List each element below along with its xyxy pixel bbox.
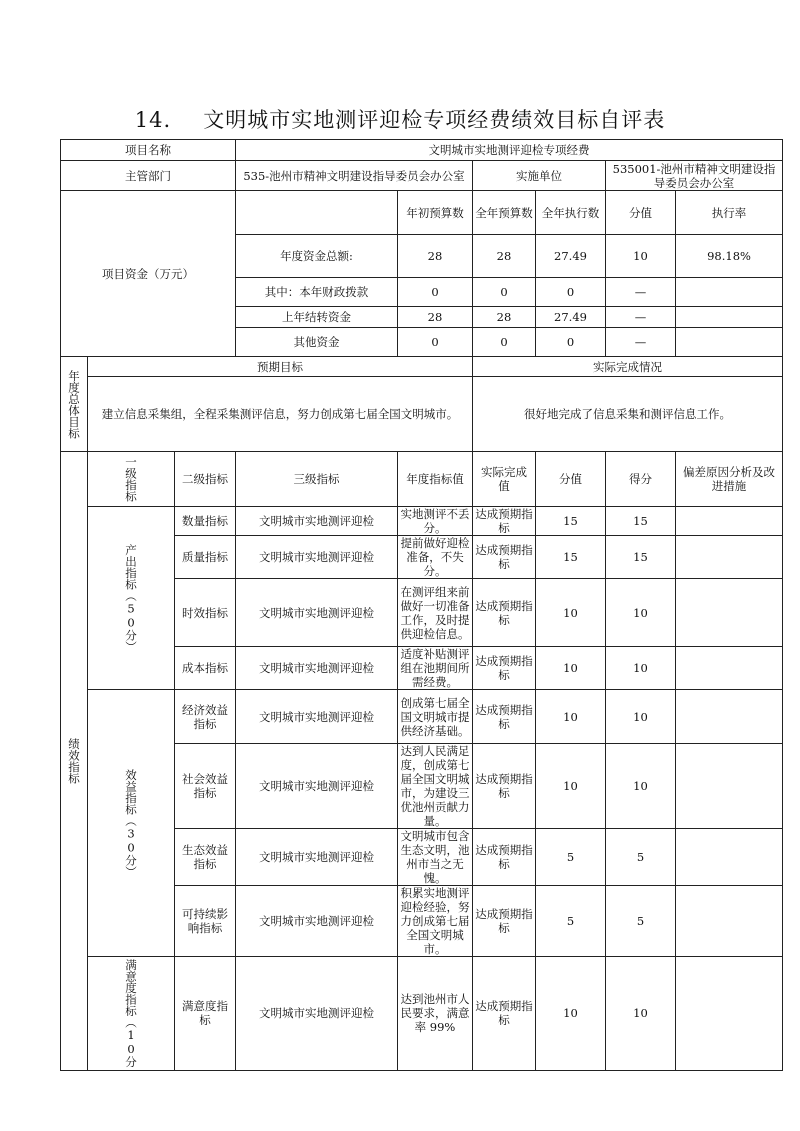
perf-score: 10 — [606, 744, 676, 829]
perf-target: 提前做好迎检准备，不失分。 — [398, 536, 473, 579]
perf-l2: 满意度指标 — [175, 957, 236, 1071]
funds-header-initial: 年初预算数 — [398, 191, 473, 235]
perf-l3: 文明城市实地测评迎检 — [236, 744, 398, 829]
funds-score-value: — — [606, 278, 676, 307]
perf-l3: 文明城市实地测评迎检 — [236, 886, 398, 957]
funds-row-label: 年度资金总额: — [236, 235, 398, 278]
perf-target: 创成第七届全国文明城市提供经济基础。 — [398, 690, 473, 744]
funds-header-rate: 执行率 — [676, 191, 783, 235]
funds-score-value: — — [606, 307, 676, 328]
perf-label: 绩效指标 — [61, 452, 88, 1071]
perf-score: 15 — [606, 536, 676, 579]
perf-group-benefit: 效益指标（30分） — [88, 690, 175, 957]
perf-score-value: 5 — [536, 829, 606, 886]
perf-actual: 达成预期指标 — [473, 647, 536, 690]
funds-annual: 0 — [473, 328, 536, 357]
project-name-label: 项目名称 — [61, 140, 236, 161]
perf-score-value: 5 — [536, 886, 606, 957]
perf-target: 实地测评不丢分。 — [398, 507, 473, 536]
overall-content-row — [61, 377, 783, 452]
perf-dev — [676, 744, 783, 829]
perf-actual: 达成预期指标 — [473, 536, 536, 579]
perf-l3: 文明城市实地测评迎检 — [236, 536, 398, 579]
self-evaluation-table — [60, 139, 783, 1071]
dept-label: 主管部门 — [61, 161, 236, 191]
perf-score: 10 — [606, 579, 676, 647]
page-title — [0, 104, 800, 134]
perf-group-satisfaction: 满意度指标（10分 — [88, 957, 175, 1071]
perf-score-value: 10 — [536, 957, 606, 1071]
perf-score-value: 10 — [536, 744, 606, 829]
perf-dev — [676, 957, 783, 1071]
funds-label: 项目资金（万元） — [61, 191, 236, 357]
perf-score: 5 — [606, 886, 676, 957]
funds-annual: 0 — [473, 278, 536, 307]
funds-initial: 28 — [398, 307, 473, 328]
perf-row — [61, 507, 783, 536]
project-name-row — [61, 140, 783, 161]
overall-label: 年度总体目标 — [61, 357, 88, 452]
perf-row — [61, 957, 783, 1071]
perf-score-value: 10 — [536, 690, 606, 744]
perf-l3: 文明城市实地测评迎检 — [236, 579, 398, 647]
perf-actual: 达成预期指标 — [473, 507, 536, 536]
perf-header-l1: 一级指标 — [88, 452, 175, 507]
actual-result: 很好地完成了信息采集和测评信息工作。 — [473, 377, 783, 452]
perf-l3: 文明城市实地测评迎检 — [236, 829, 398, 886]
perf-l2: 成本指标 — [175, 647, 236, 690]
perf-dev — [676, 579, 783, 647]
perf-l3: 文明城市实地测评迎检 — [236, 690, 398, 744]
perf-dev — [676, 829, 783, 886]
perf-header-score: 得分 — [606, 452, 676, 507]
perf-header-row — [61, 452, 783, 507]
perf-actual: 达成预期指标 — [473, 957, 536, 1071]
perf-l2: 可持续影响指标 — [175, 886, 236, 957]
expected-header: 预期目标 — [88, 357, 473, 377]
perf-header-target: 年度指标值 — [398, 452, 473, 507]
perf-group-output: 产出指标（50分） — [88, 507, 175, 690]
funds-score-value: — — [606, 328, 676, 357]
perf-actual: 达成预期指标 — [473, 886, 536, 957]
perf-row — [61, 690, 783, 744]
funds-header-exec: 全年执行数 — [536, 191, 606, 235]
funds-rate: 98.18% — [676, 235, 783, 278]
overall-header-row — [61, 357, 783, 377]
perf-score: 15 — [606, 507, 676, 536]
perf-l2: 时效指标 — [175, 579, 236, 647]
impl-value: 535001-池州市精神文明建设指导委员会办公室 — [606, 161, 783, 191]
actual-header: 实际完成情况 — [473, 357, 783, 377]
perf-header-actual: 实际完成值 — [473, 452, 536, 507]
perf-actual: 达成预期指标 — [473, 690, 536, 744]
perf-score: 5 — [606, 829, 676, 886]
perf-score: 10 — [606, 957, 676, 1071]
funds-header-blank — [236, 191, 398, 235]
funds-score-value: 10 — [606, 235, 676, 278]
funds-initial: 0 — [398, 278, 473, 307]
perf-score: 10 — [606, 647, 676, 690]
title-text: 文明城市实地测评迎检专项经费绩效目标自评表 — [203, 108, 666, 132]
perf-header-score-value: 分值 — [536, 452, 606, 507]
funds-header-score-value: 分值 — [606, 191, 676, 235]
perf-l2: 经济效益指标 — [175, 690, 236, 744]
funds-annual: 28 — [473, 235, 536, 278]
perf-target: 达到人民满足度，创成第七届全国文明城市，为建设三优池州贡献力量。 — [398, 744, 473, 829]
perf-dev — [676, 886, 783, 957]
perf-l3: 文明城市实地测评迎检 — [236, 507, 398, 536]
perf-header-l2: 二级指标 — [175, 452, 236, 507]
funds-exec: 0 — [536, 278, 606, 307]
funds-row-label: 其中：本年财政拨款 — [236, 278, 398, 307]
funds-header-row — [61, 191, 783, 235]
perf-l2: 社会效益指标 — [175, 744, 236, 829]
funds-initial: 28 — [398, 235, 473, 278]
funds-initial: 0 — [398, 328, 473, 357]
funds-row-label: 其他资金 — [236, 328, 398, 357]
perf-dev — [676, 507, 783, 536]
project-name-value: 文明城市实地测评迎检专项经费 — [236, 140, 783, 161]
funds-rate — [676, 278, 783, 307]
funds-exec: 0 — [536, 328, 606, 357]
expected-goal: 建立信息采集组，全程采集测评信息，努力创成第七届全国文明城市。 — [88, 377, 473, 452]
perf-actual: 达成预期指标 — [473, 579, 536, 647]
dept-value: 535-池州市精神文明建设指导委员会办公室 — [236, 161, 473, 191]
funds-exec: 27.49 — [536, 307, 606, 328]
perf-l2: 数量指标 — [175, 507, 236, 536]
perf-dev — [676, 647, 783, 690]
perf-target: 适度补贴测评组在池期间所需经费。 — [398, 647, 473, 690]
perf-l2: 生态效益指标 — [175, 829, 236, 886]
perf-dev — [676, 536, 783, 579]
perf-header-dev: 偏差原因分析及改进措施 — [676, 452, 783, 507]
perf-score-value: 15 — [536, 536, 606, 579]
funds-rate — [676, 307, 783, 328]
perf-target: 积累实地测评迎检经验，努力创成第七届全国文明城市。 — [398, 886, 473, 957]
perf-l3: 文明城市实地测评迎检 — [236, 647, 398, 690]
perf-target: 达到池州市人民要求，满意率 99% — [398, 957, 473, 1071]
perf-actual: 达成预期指标 — [473, 829, 536, 886]
perf-actual: 达成预期指标 — [473, 744, 536, 829]
perf-l3: 文明城市实地测评迎检 — [236, 957, 398, 1071]
perf-dev — [676, 690, 783, 744]
funds-rate — [676, 328, 783, 357]
funds-annual: 28 — [473, 307, 536, 328]
perf-score-value: 10 — [536, 647, 606, 690]
perf-l2: 质量指标 — [175, 536, 236, 579]
perf-score: 10 — [606, 690, 676, 744]
perf-target: 文明城市包含生态文明，池州市当之无愧。 — [398, 829, 473, 886]
funds-row-label: 上年结转资金 — [236, 307, 398, 328]
funds-exec: 27.49 — [536, 235, 606, 278]
title-number: 14. — [134, 108, 172, 132]
perf-header-l3: 三级指标 — [236, 452, 398, 507]
perf-target: 在测评组来前做好一切准备工作，及时提供迎检信息。 — [398, 579, 473, 647]
perf-score-value: 10 — [536, 579, 606, 647]
impl-label: 实施单位 — [473, 161, 606, 191]
funds-header-annual: 全年预算数 — [473, 191, 536, 235]
perf-score-value: 15 — [536, 507, 606, 536]
dept-row — [61, 161, 783, 191]
